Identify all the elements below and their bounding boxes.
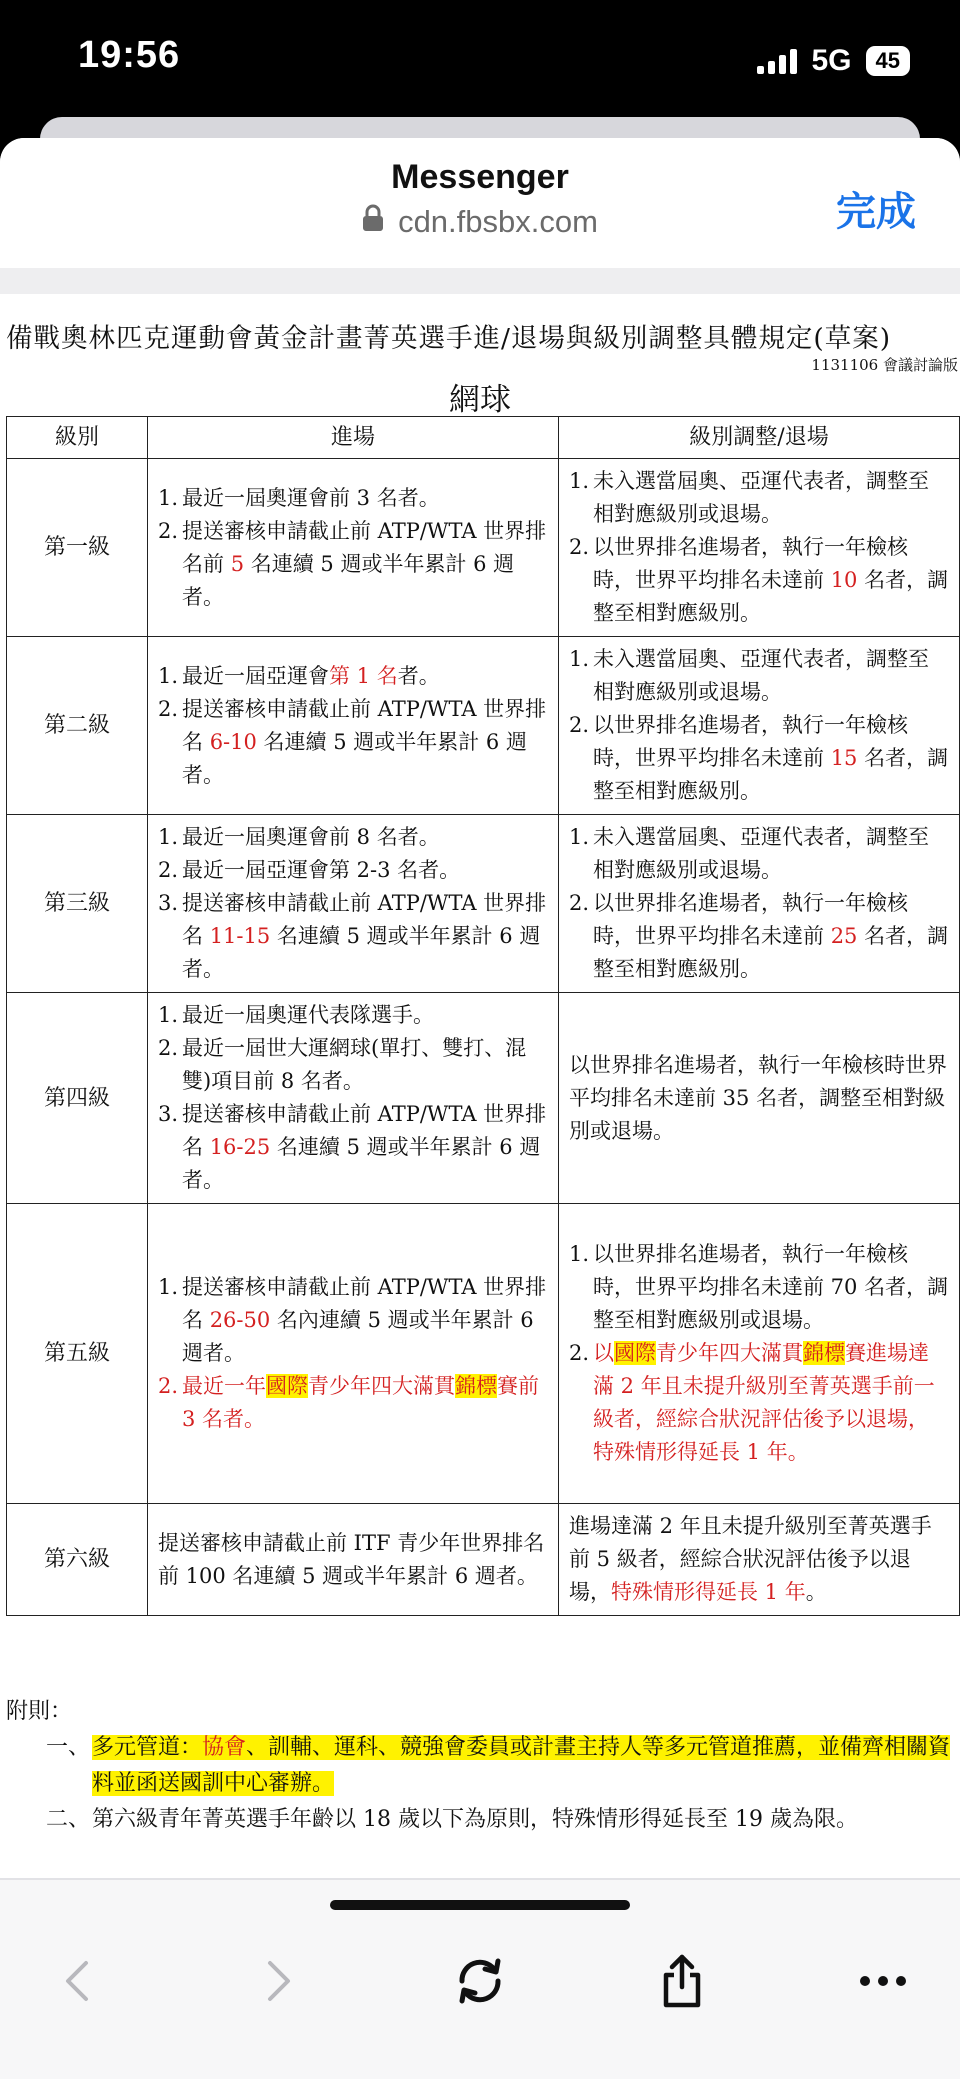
adjust-cell: 1. 未入選當屆奧、亞運代表者，調整至相對應級別或退場。 2. 以世界排名進場者，執行一年檢核時，世界平均排名未達前 10 名者，調整至相對應級別。 [559,459,960,637]
network-type: 5G [811,44,852,77]
level-cell: 第二級 [7,637,148,815]
entry-cell: 提送審核申請截止前 ITF 青少年世界排名前 100 名連續 5 週或半年累計 6 週者。 [148,1504,559,1616]
notes-title: 附則： [6,1699,73,1724]
adjust-cell: 進場達滿 2 年且未提升級別至菁英選手前 5 級者，經綜合狀況評估後予以退場，特殊情形得延長 1 年。 [559,1504,960,1616]
meeting-note: 1131106 會議討論版 [811,356,958,374]
done-button[interactable]: 完成 [836,189,916,235]
document-page [0,294,960,1854]
page-title: Messenger [391,158,569,196]
url-bar[interactable] [0,204,960,240]
entry-cell: 1. 最近一屆奧運會前 3 名者。 2. 提送審核申請截止前 ATP/WTA 世界排名前 5 名連續 5 週或半年累計 6 週者。 [148,459,559,637]
forward-icon[interactable] [244,1946,314,2016]
rules-table [6,416,960,1616]
level-cell: 第三級 [7,815,148,993]
table-row [7,1504,960,1616]
lock-icon [362,204,384,240]
note-item: 一、 多元管道：協會、訓輔、運科、競強會委員或計畫主持人等多元管道推薦，並備齊相關資料並函送國訓中心審辦。 [46,1735,951,1796]
entry-cell: 1. 提送審核申請截止前 ATP/WTA 世界排名 26-50 名內連續 5 週或半年累計 6 週者。 2. 最近一年國際青少年四大滿貫錦標賽前 3 名者。 [148,1204,559,1504]
document-title: 備戰奧林匹克運動會黃金計畫菁英選手進/退場與級別調整具體規定(草案) [6,323,892,354]
status-time: 19:56 [78,34,181,76]
table-row [7,1204,960,1504]
back-icon[interactable] [42,1946,112,2016]
adjust-cell: 1. 未入選當屆奧、亞運代表者，調整至相對應級別或退場。 2. 以世界排名進場者，執行一年檢核時，世界平均排名未達前 15 名者，調整至相對應級別。 [559,637,960,815]
browser-header [0,138,960,266]
level-cell: 第一級 [7,459,148,637]
level-cell: 第六級 [7,1504,148,1616]
table-row [7,993,960,1204]
level-cell: 第五級 [7,1204,148,1504]
more-icon[interactable] [848,1946,918,2016]
header-level: 級別 [7,417,148,459]
level-cell: 第四級 [7,993,148,1204]
status-indicators [757,44,910,78]
notes-section [6,1694,956,1838]
table-header-row [7,417,960,459]
entry-cell: 1. 最近一屆奧運會前 8 名者。 2. 最近一屆亞運會第 2-3 名者。 3. 提送審核申請截止前 ATP/WTA 世界排名 11-15 名連續 5 週或半年累計 6 週者。 [148,815,559,993]
battery-icon: 45 [866,46,910,76]
signal-icon [757,48,797,74]
table-row [7,815,960,993]
adjust-cell: 1. 以世界排名進場者，執行一年檢核時，世界平均排名未達前 70 名者，調整至相對應級別或退場。 2. 以國際青少年四大滿貫錦標賽進場達滿 2 年且未提升級別至菁英選手前一級者，經綜合狀況評估後予以退場，特殊情形得延長 1 年。 [559,1204,960,1504]
reload-icon[interactable] [445,1946,515,2016]
table-row [7,637,960,815]
browser-sheet [0,138,960,2079]
header-entry: 進場 [148,417,559,459]
adjust-cell: 以世界排名進場者，執行一年檢核時世界平均排名未達前 35 名者，調整至相對級別或退場。 [559,993,960,1204]
share-icon[interactable] [647,1946,717,2016]
sport-heading: 網球 [449,382,511,418]
adjust-cell: 1. 未入選當屆奧、亞運代表者，調整至相對應級別或退場。 2. 以世界排名進場者，執行一年檢核時，世界平均排名未達前 25 名者，調整至相對應級別。 [559,815,960,993]
status-bar [0,0,960,120]
table-row [7,459,960,637]
entry-cell: 1. 最近一屆亞運會第 1 名者。 2. 提送審核申請截止前 ATP/WTA 世界排名 6-10 名連續 5 週或半年累計 6 週者。 [148,637,559,815]
note-item: 二、 第六級青年菁英選手年齡以 18 歲以下為原則，特殊情形得延長至 19 歲為限。 [46,1807,858,1832]
entry-cell: 1. 最近一屆奧運代表隊選手。 2. 最近一屆世大運網球(單打、雙打、混雙)項目前 8 名者。 3. 提送審核申請截止前 ATP/WTA 世界排名 16-25 名連續 5 週或半年累計 6 週者。 [148,993,559,1204]
url-text: cdn.fbsbx.com [398,204,598,239]
home-indicator [330,1900,630,1910]
header-adjust: 級別調整/退場 [559,417,960,459]
